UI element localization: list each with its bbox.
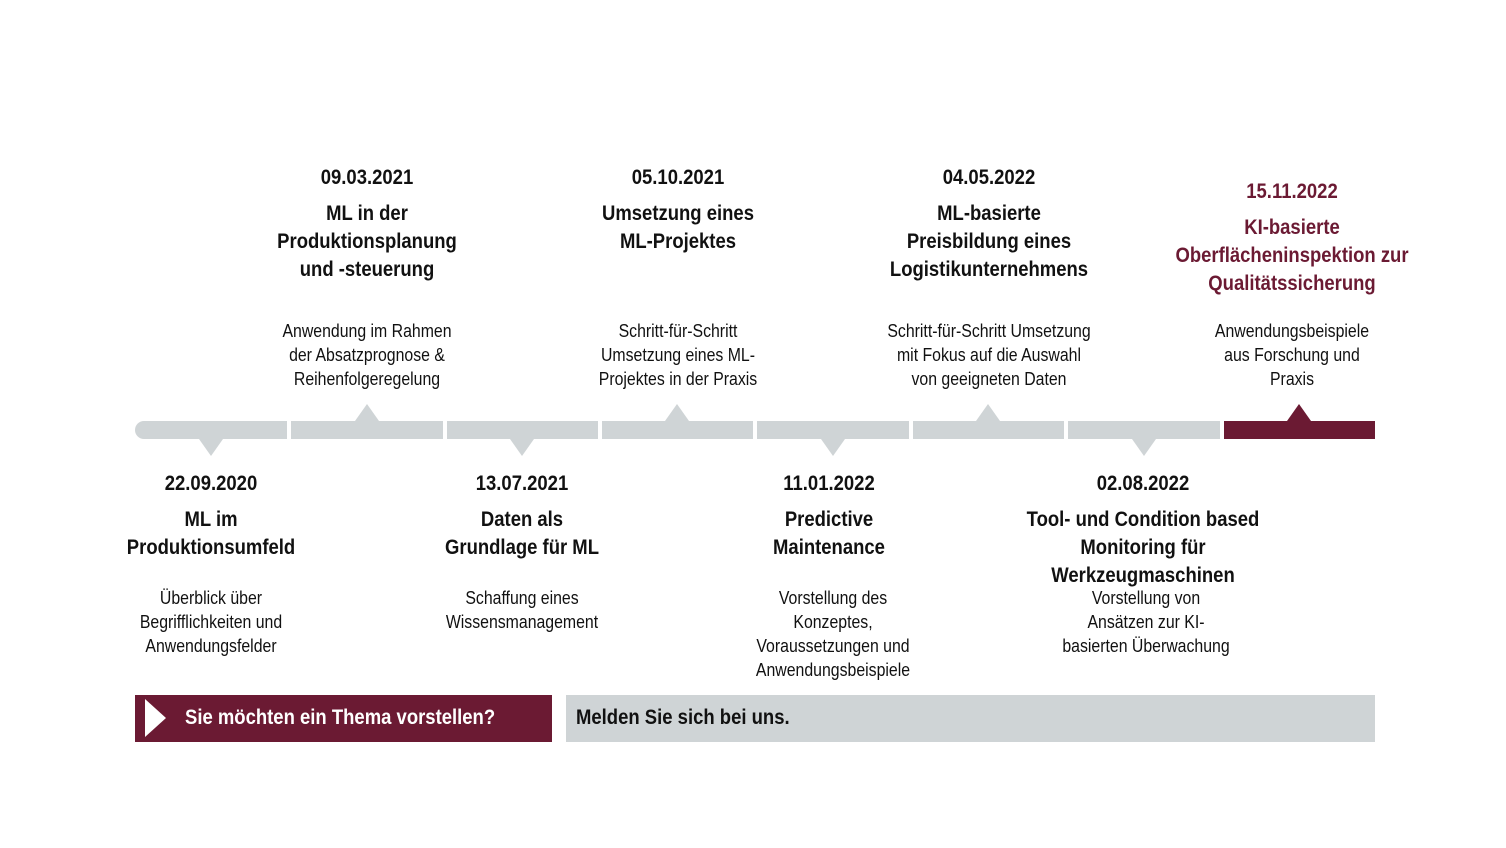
event-title: Tool- und Condition based Monitoring für Werkzeugmaschinen xyxy=(1026,508,1260,587)
event-title: ML-basierte Preisbildung eines Logistikunternehmens xyxy=(889,202,1089,281)
event-date: 22.09.2020 xyxy=(164,472,258,495)
event-2022-11-current xyxy=(1122,180,1462,389)
timeline-segment xyxy=(913,421,1064,439)
event-description: Anwendung im Rahmen der Absatzprognose & Reihenfolgeregelung xyxy=(282,321,452,389)
event-title: ML in der Produktionsplanung und -steuerung xyxy=(277,202,457,281)
event-description: Schaffung eines Wissensmanagement xyxy=(445,588,599,632)
timeline-marker-up xyxy=(665,404,689,421)
timeline-marker-down xyxy=(821,439,845,456)
event-title: Daten als Grundlage für ML xyxy=(445,508,599,559)
event-title: Predictive Maintenance xyxy=(773,508,885,559)
timeline-segment xyxy=(1068,421,1220,439)
event-2022-01 xyxy=(659,472,999,680)
event-date: 13.07.2021 xyxy=(475,472,569,495)
timeline-segment xyxy=(447,421,598,439)
event-description: Anwendungsbeispiele aus Forschung und Praxis xyxy=(1214,321,1370,389)
timeline-marker-current xyxy=(1287,404,1311,421)
cta-propose-topic-label: Sie möchten ein Thema vorstellen? xyxy=(185,706,496,729)
event-title: ML im Produktionsumfeld xyxy=(126,508,296,559)
event-date: 15.11.2022 xyxy=(1246,180,1338,203)
event-title: Umsetzung eines ML-Projektes xyxy=(602,202,754,253)
event-2021-10 xyxy=(508,166,848,389)
cta-contact-label: Melden Sie sich bei uns. xyxy=(576,706,790,729)
event-2021-07 xyxy=(352,472,692,632)
timeline-marker-down xyxy=(510,439,534,456)
event-date: 04.05.2022 xyxy=(942,166,1036,189)
timeline-segment-current xyxy=(1224,421,1375,439)
event-date: 09.03.2021 xyxy=(320,166,414,189)
event-2020-09 xyxy=(41,472,381,656)
event-description: Vorstellung des Konzeptes, Voraussetzungen und Anwendungsbeispiele xyxy=(755,588,911,680)
cta-contact[interactable] xyxy=(566,695,1375,742)
timeline-segment xyxy=(602,421,753,439)
event-date: 02.08.2022 xyxy=(1096,472,1190,495)
event-description: Schritt-für-Schritt Umsetzung mit Fokus auf die Auswahl von geeigneten Daten xyxy=(887,321,1091,389)
play-arrow-icon xyxy=(145,699,166,737)
timeline-marker-down xyxy=(1132,439,1156,456)
event-date: 05.10.2021 xyxy=(631,166,725,189)
timeline-segment xyxy=(135,421,287,439)
timeline-segment xyxy=(757,421,909,439)
event-description: Vorstellung von Ansätzen zur KI- basierten Überwachung xyxy=(1062,588,1230,656)
timeline-marker-down xyxy=(199,439,223,456)
event-date: 11.01.2022 xyxy=(783,472,875,495)
timeline-segment xyxy=(291,421,443,439)
event-description: Schritt-für-Schritt Umsetzung eines ML- Projektes in der Praxis xyxy=(598,321,758,389)
event-2022-05 xyxy=(819,166,1159,389)
timeline-marker-up xyxy=(355,404,379,421)
event-2021-03 xyxy=(197,166,537,389)
cta-propose-topic[interactable] xyxy=(135,695,552,742)
event-description: Überblick über Begrifflichkeiten und Anwendungsfelder xyxy=(139,588,283,656)
timeline-marker-up xyxy=(976,404,1000,421)
event-title: KI-basierte Oberflächeninspektion zur Qualitätssicherung xyxy=(1175,216,1409,295)
event-2022-08 xyxy=(973,472,1313,656)
